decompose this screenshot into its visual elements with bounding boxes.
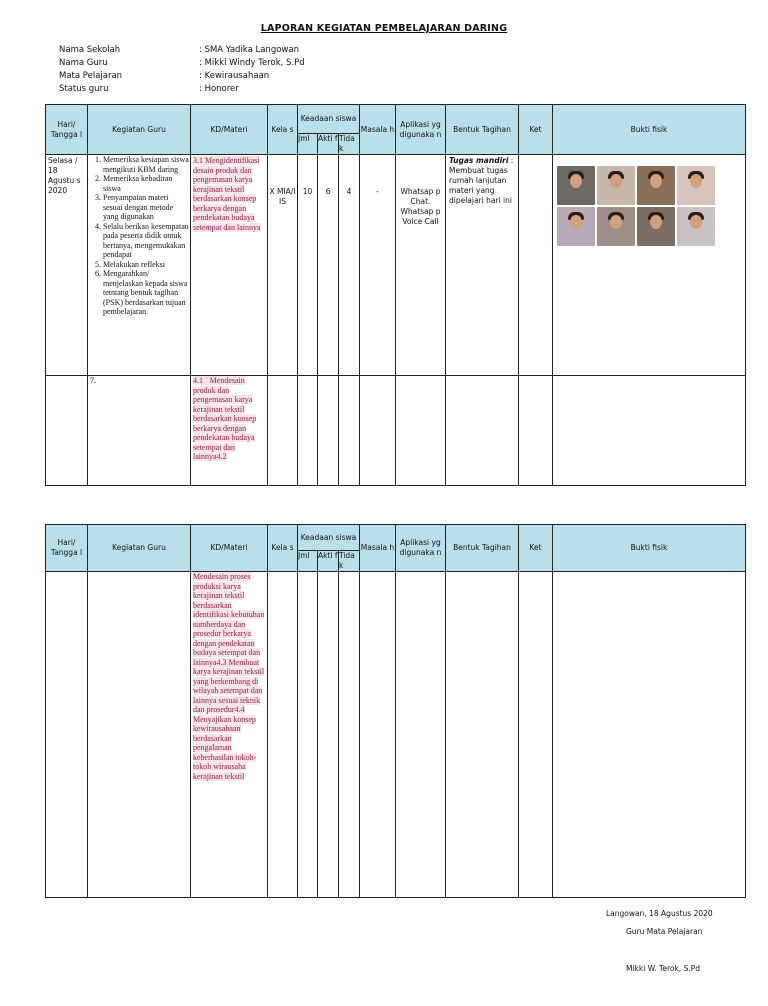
header-kd: KD/Materi (191, 525, 268, 572)
item-number: 7. (90, 376, 96, 385)
aplikasi-text: Whatsap p Chat. Whatsap p Voice Call (400, 187, 441, 226)
cell-jml (298, 155, 318, 376)
report-title: LAPORAN KEGIATAN PEMBELAJARAN DARING (260, 23, 508, 34)
photo-grid (557, 166, 745, 246)
header-tagihan: Bentuk Tagihan (446, 525, 519, 572)
header-tidak: Tida k (339, 134, 360, 155)
cell-aktif (318, 155, 339, 376)
student-photo (557, 207, 595, 246)
student-photo (677, 207, 715, 246)
list-item: 1. Memeriksa kesiapan siswa mengikuti KBM daring (103, 155, 190, 174)
header-bukti: Bukti fisik (553, 525, 746, 572)
student-photo (637, 166, 675, 205)
cell-aplikasi (396, 155, 446, 376)
header-masalah: Masala h (360, 525, 396, 572)
header-jml: Jml (298, 551, 318, 572)
info-label-school: Nama Sekolah (59, 45, 121, 55)
cell-empty (396, 572, 446, 898)
cell-kd-3 (191, 572, 268, 898)
cell-kegiatan (88, 155, 191, 376)
cell-empty (318, 376, 339, 486)
list-item: 5. Melakukan refleksi (103, 260, 190, 270)
school-info (59, 44, 459, 98)
student-photo (597, 207, 635, 246)
cell-empty (268, 376, 298, 486)
list-item: 4. Selalu berikan kesempatan pada peserta didik untuk bertanya, mengemukakan pendapat (103, 222, 190, 260)
header-kegiatan: Kegiatan Guru (88, 525, 191, 572)
header-kegiatan: Kegiatan Guru (88, 105, 191, 155)
info-label-status: Status guru (59, 84, 109, 94)
student-photo (637, 207, 675, 246)
activity-table-2 (45, 524, 746, 898)
cell-empty (446, 572, 519, 898)
signature-role: Guru Mata Pelajaran (626, 927, 703, 936)
tagihan-bold: Tugas mandiri (449, 156, 509, 165)
header-ket: Ket (519, 525, 553, 572)
cell-tidak (339, 155, 360, 376)
info-label-teacher: Nama Guru (59, 58, 108, 68)
signature-place-date: Langowan, 18 Agustus 2020 (606, 909, 713, 918)
kd-text-2: 4.1 ˙ Mendesain produk dan pengemasan karya kerajinan tekstil berdasarkan konsep berkarya dengan pendekatan budaya setempat dan lainnya4.2 (193, 376, 257, 461)
cell-kd-2 (191, 376, 268, 486)
info-value-teacher: : Mikki Windy Terok, S.Pd (199, 58, 305, 68)
cell-empty (318, 572, 339, 898)
cell-masalah (360, 155, 396, 376)
header-tagihan: Bentuk Tagihan (446, 105, 519, 155)
cell-empty (396, 376, 446, 486)
jml-value: 10 (302, 187, 313, 196)
header-aplikasi: Aplikasi yg digunaka n (396, 105, 446, 155)
header-keadaan: Keadaan siswa (298, 525, 360, 551)
cell-empty (339, 376, 360, 486)
cell-empty (360, 376, 396, 486)
header-kelas: Kela s (268, 105, 298, 155)
header-hari: Hari/ Tangga l (46, 525, 88, 572)
header-bukti: Bukti fisik (553, 105, 746, 155)
aktif-value: 6 (325, 187, 331, 196)
cell-bukti (553, 155, 746, 376)
header-masalah: Masala h (360, 105, 396, 155)
student-photo (677, 166, 715, 205)
cell-empty (519, 572, 553, 898)
activity-table-1 (45, 104, 746, 486)
header-tidak: Tida k (339, 551, 360, 572)
activity-list (88, 155, 190, 317)
cell-empty (46, 572, 88, 898)
signature-name: Mikki W. Terok, S.Pd (626, 964, 701, 973)
info-value-status: : Honorer (199, 84, 239, 94)
list-item: 3. Penyampaian materi sesuai dengan metode yang digunakan (103, 193, 190, 222)
cell-empty (519, 376, 553, 486)
masalah-value: - (376, 187, 379, 196)
header-aktif: Akti f (318, 551, 339, 572)
cell-empty (88, 572, 191, 898)
header-keadaan: Keadaan siswa (298, 105, 360, 134)
cell-empty (553, 376, 746, 486)
cell-tagihan (446, 155, 519, 376)
student-photo (597, 166, 635, 205)
tagihan-text: : Membuat tugas rumah lanjutan materi yang dipelajari hari ini (449, 156, 514, 205)
cell-empty (360, 572, 396, 898)
header-hari: Hari/ Tangga l (46, 105, 88, 155)
kd-text: 3.1 Mengidentifikasi desain produk dan pengemasan karya kerajinan tekstil berdasarkan konsep berkarya dengan pendekatan budaya setempat dan lainnya (193, 156, 261, 232)
header-jml: Jml (298, 134, 318, 155)
cell-empty (339, 572, 360, 898)
cell-kd (191, 155, 268, 376)
cell-ket (519, 155, 553, 376)
cell-empty (46, 376, 88, 486)
date-text: Selasa / 18 Agustu s 2020 (48, 156, 81, 195)
cell-empty (553, 572, 746, 898)
header-kd: KD/Materi (191, 105, 268, 155)
header-ket: Ket (519, 105, 553, 155)
info-value-school: : SMA Yadika Langowan (199, 45, 299, 55)
list-item: 6. Mengarahkan/ menjelaskan kepada siswa tetntang bentuk tagihan (PSK) berdasarkan tujuan pembelajaran. (103, 269, 190, 317)
list-item: 2. Memeriksa kehadiran siswa (103, 174, 190, 193)
cell-empty (298, 572, 318, 898)
cell-empty (446, 376, 519, 486)
cell-kegiatan-2 (88, 376, 191, 486)
kelas-text: X MIA/I IS (269, 187, 296, 206)
student-photo (557, 166, 595, 205)
header-aktif: Akti f (318, 134, 339, 155)
kd-text-3: Mendesain proses produksi karya kerajinan tekstil berdasarkan identifikasi kebutuhan sumberdaya dan prosedur berkarya dengan pendekatan budaya setempat dan lainnya4.3 Membuat karya kerajinan tekstil yang berkembang di wilayah setempat dan lainnya sesuai teknik dan prosedur4.4 Menyajikan konsep kewirausahaan berdasarkan pengalaman keberhasilan tokoh-tokoh wirausaha kerajinan tekstil (193, 572, 265, 781)
cell-kelas (268, 155, 298, 376)
cell-empty (298, 376, 318, 486)
cell-hari (46, 155, 88, 376)
info-label-subject: Mata Pelajaran (59, 71, 123, 81)
header-aplikasi: Aplikasi yg digunaka n (396, 525, 446, 572)
cell-empty (268, 572, 298, 898)
header-kelas: Kela s (268, 525, 298, 572)
tidak-value: 4 (346, 187, 352, 196)
info-value-subject: : Kewirausahaan (199, 71, 270, 81)
